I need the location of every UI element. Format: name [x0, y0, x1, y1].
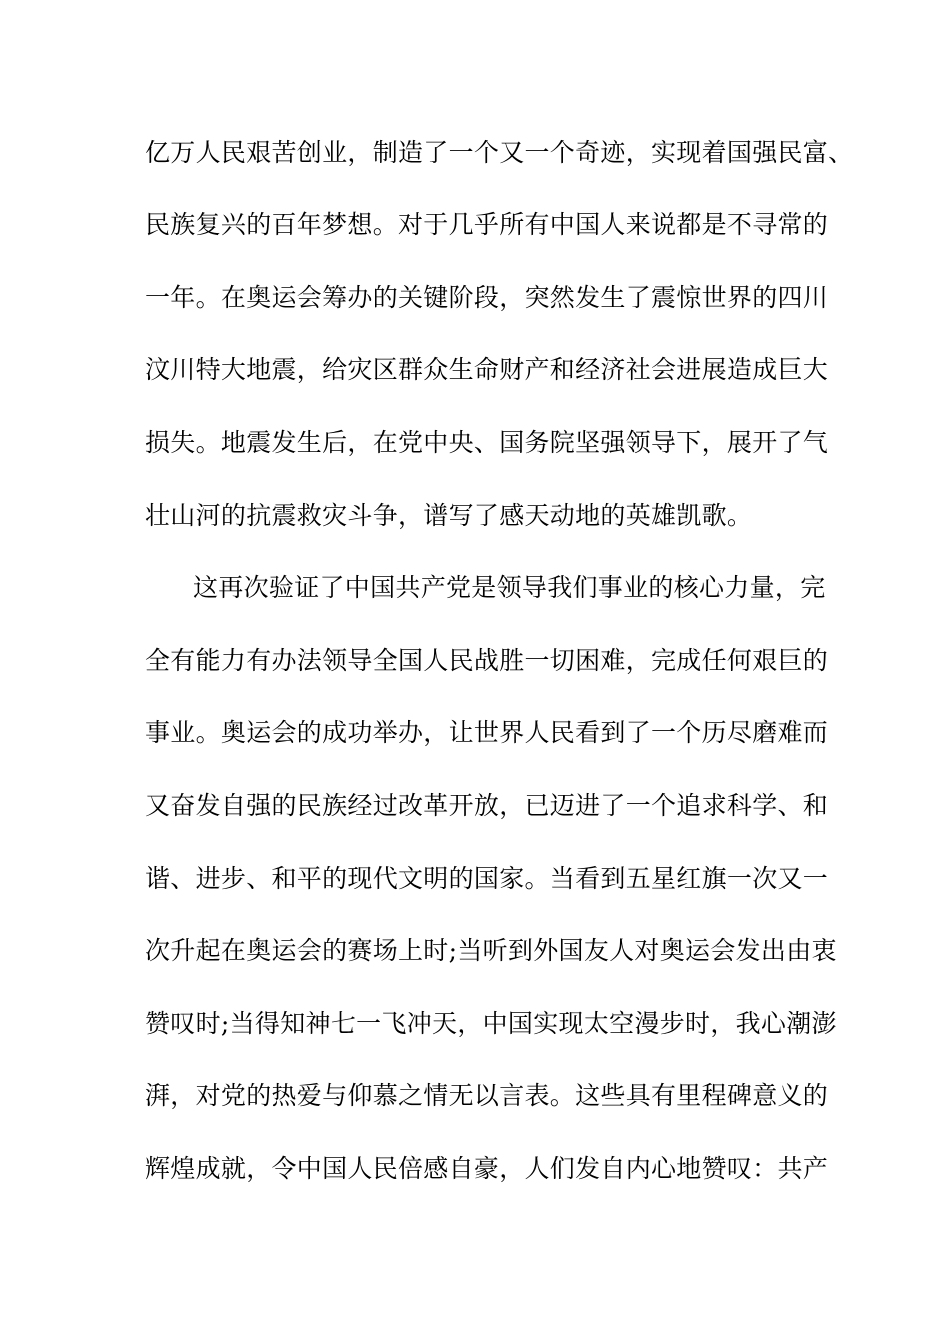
text-line-7: 这再次验证了中国共产党是领导我们事业的核心力量，完 [193, 573, 826, 602]
text-line-5: 损失。地震发生后，在党中央、国务院坚强领导下，展开了气 [145, 428, 829, 457]
text-line-2: 民族复兴的百年梦想。对于几乎所有中国人来说都是不寻常的 [145, 210, 829, 239]
text-line-10: 又奋发自强的民族经过改革开放，已迈进了一个追求科学、和 [145, 791, 829, 820]
text-line-1: 亿万人民艰苦创业，制造了一个又一个奇迹，实现着国强民富、 [145, 138, 854, 167]
text-line-3: 一年。在奥运会筹办的关键阶段，突然发生了震惊世界的四川 [145, 283, 829, 312]
text-line-13: 赞叹时;当得知神七一飞冲天，中国实现太空漫步时，我心潮澎 [145, 1009, 837, 1038]
text-line-12: 次升起在奥运会的赛场上时;当听到外国友人对奥运会发出由衷 [145, 936, 837, 965]
text-line-8: 全有能力有办法领导全国人民战胜一切困难，完成任何艰巨的 [145, 646, 829, 675]
text-line-6: 壮山河的抗震救灾斗争，谱写了感天动地的英雄凯歌。 [145, 501, 753, 530]
text-line-11: 谐、进步、和平的现代文明的国家。当看到五星红旗一次又一 [145, 864, 829, 893]
text-line-14: 湃，对党的热爱与仰慕之情无以言表。这些具有里程碑意义的 [145, 1081, 829, 1110]
text-line-4: 汶川特大地震，给灾区群众生命财产和经济社会进展造成巨大 [145, 355, 829, 384]
text-line-15: 辉煌成就，令中国人民倍感自豪，人们发自内心地赞叹：共产 [145, 1154, 829, 1183]
text-line-9: 事业。奥运会的成功举办，让世界人民看到了一个历尽磨难而 [145, 718, 829, 747]
